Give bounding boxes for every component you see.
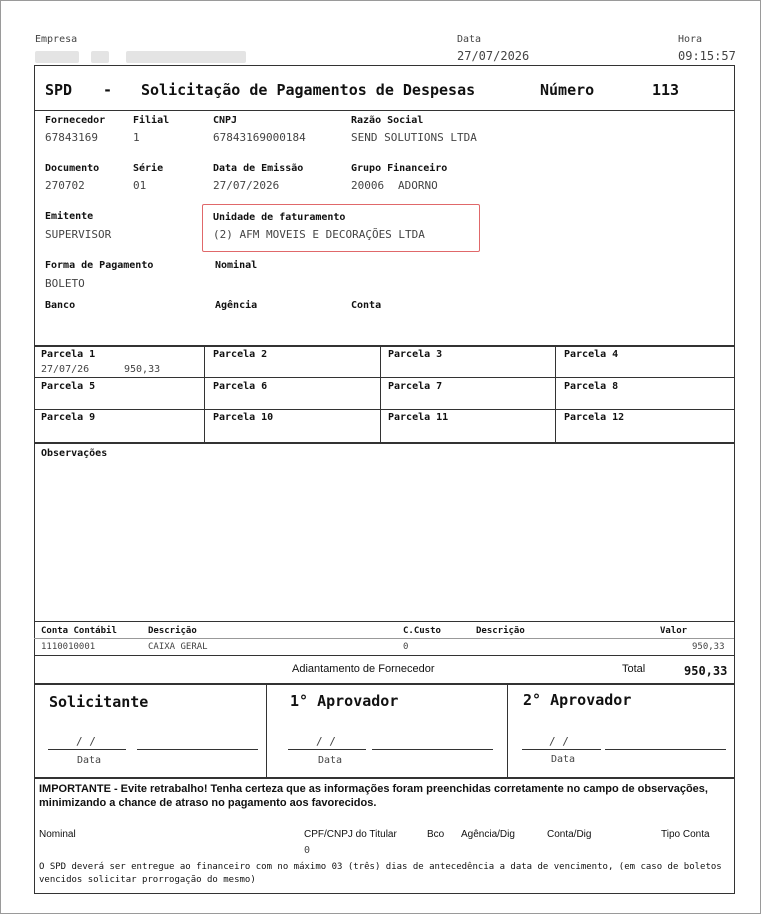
ccusto-header: C.Custo	[403, 626, 441, 636]
parcela-10-label: Parcela 10	[213, 412, 274, 423]
parcelas-row-divider-2	[34, 409, 734, 410]
aprovador1-data-label: Data	[318, 755, 343, 766]
fornecedor-value: 67843169	[45, 131, 98, 144]
parcela-2-label: Parcela 2	[213, 349, 268, 360]
descricao-value: CAIXA GERAL	[148, 642, 208, 652]
data-label: Data	[457, 34, 482, 45]
grupo-label: Grupo Financeiro	[351, 163, 448, 174]
aprovador1-label: 1° Aprovador	[290, 692, 399, 710]
observacoes-label: Observações	[41, 448, 108, 459]
conta-contabil-header: Conta Contábil	[41, 626, 117, 636]
parcela-3-label: Parcela 3	[388, 349, 443, 360]
parcela-1-value: 950,33	[124, 364, 161, 375]
parcela-8-label: Parcela 8	[564, 381, 619, 392]
conta-dig-label: Conta/Dig	[547, 829, 592, 840]
aprovador1-signature-line[interactable]	[372, 749, 493, 750]
valor-value: 950,33	[692, 642, 725, 652]
cpf-value: 0	[304, 845, 311, 856]
aprovador2-label: 2° Aprovador	[523, 691, 632, 709]
parcela-1-label: Parcela 1	[41, 349, 96, 360]
nominal-bottom-label: Nominal	[39, 829, 76, 840]
cnpj-value: 67843169000184	[213, 131, 306, 144]
documento-value: 270702	[45, 179, 85, 192]
contas-bottom-divider	[34, 655, 734, 656]
emissao-value: 27/07/2026	[213, 179, 280, 192]
tipo-conta-label: Tipo Conta	[661, 829, 710, 840]
banco-label: Banco	[45, 300, 76, 311]
solicitante-date-slashes: / /	[76, 735, 96, 748]
hora-value: 09:15:57	[678, 49, 736, 63]
total-value: 950,33	[684, 664, 728, 678]
parcela-7-label: Parcela 7	[388, 381, 443, 392]
sig-divider-1	[266, 683, 267, 778]
forma-label: Forma de Pagamento	[45, 260, 154, 271]
parcelas-col-divider-3	[555, 345, 556, 442]
parcela-6-label: Parcela 6	[213, 381, 268, 392]
contas-top-divider	[34, 621, 734, 622]
valor-header: Valor	[660, 626, 688, 636]
parcela-12-label: Parcela 12	[564, 412, 625, 423]
parcelas-col-divider-2	[380, 345, 381, 442]
emissao-label: Data de Emissão	[213, 163, 304, 174]
aprovador1-date-line[interactable]	[288, 749, 366, 750]
grupo-name: ADORNO	[398, 179, 438, 192]
title-dash: -	[103, 81, 113, 99]
nominal-label: Nominal	[215, 260, 258, 271]
agencia-dig-label: Agência/Dig	[461, 829, 515, 840]
solicitante-signature-line[interactable]	[137, 749, 258, 750]
descricao-header: Descrição	[148, 626, 197, 636]
emitente-value: SUPERVISOR	[45, 228, 112, 241]
razao-value: SEND SOLUTIONS LTDA	[351, 131, 477, 144]
parcelas-grid	[34, 345, 735, 444]
parcelas-col-divider-1	[204, 345, 205, 442]
empresa-label: Empresa	[35, 34, 78, 45]
cnpj-label: CNPJ	[213, 115, 238, 126]
solicitante-label: Solicitante	[49, 693, 149, 711]
observacoes-box	[34, 442, 735, 685]
footer-note: O SPD deverá ser entregue ao financeiro com no máximo 03 (três) dias de antecedência a data de vencimento, (em caso de boletos vencidos solicitar prorrogação do mesmo)	[39, 862, 722, 885]
parcela-4-label: Parcela 4	[564, 349, 619, 360]
contas-header-divider	[34, 638, 734, 639]
parcela-1-date: 27/07/26	[41, 364, 90, 375]
important-text: IMPORTANTE - Evite retrabalho! Tenha certeza que as informações foram preenchidas corretamente no campo de observações, minimizando a chance de atraso no pagamento aos favorecidos.	[39, 783, 708, 809]
solicitante-data-label: Data	[77, 755, 102, 766]
serie-value: 01	[133, 179, 147, 192]
conta-contabil-value: 1110010001	[41, 642, 96, 652]
data-value: 27/07/2026	[457, 49, 530, 63]
parcela-11-label: Parcela 11	[388, 412, 449, 423]
aprovador2-date-slashes: / /	[549, 735, 569, 748]
cpf-label: CPF/CNPJ do Titular	[304, 829, 397, 840]
emitente-label: Emitente	[45, 211, 94, 222]
adiantamento-label: Adiantamento de Fornecedor	[292, 663, 435, 675]
sig-divider-2	[507, 683, 508, 778]
parcela-9-label: Parcela 9	[41, 412, 96, 423]
forma-value: BOLETO	[45, 277, 85, 290]
ccusto-value: 0	[403, 642, 409, 652]
spd-label: SPD	[45, 81, 73, 99]
filial-label: Filial	[133, 115, 170, 126]
aprovador2-date-line[interactable]	[522, 749, 601, 750]
agencia-label: Agência	[215, 300, 258, 311]
descricao2-header: Descrição	[476, 626, 525, 636]
solicitante-date-line[interactable]	[48, 749, 126, 750]
filial-value: 1	[133, 131, 140, 144]
page-title: Solicitação de Pagamentos de Despesas	[141, 81, 476, 99]
serie-label: Série	[133, 163, 164, 174]
documento-label: Documento	[45, 163, 100, 174]
bco-label: Bco	[427, 829, 445, 840]
razao-label: Razão Social	[351, 115, 424, 126]
grupo-code: 20006	[351, 179, 385, 192]
numero-value: 113	[652, 81, 680, 99]
conta-label: Conta	[351, 300, 382, 311]
parcela-5-label: Parcela 5	[41, 381, 96, 392]
title-divider	[34, 110, 734, 111]
numero-label: Número	[540, 81, 595, 99]
total-label: Total	[622, 663, 646, 675]
unidade-label: Unidade de faturamento	[213, 212, 346, 223]
aprovador2-signature-line[interactable]	[605, 749, 726, 750]
aprovador1-date-slashes: / /	[316, 735, 336, 748]
unidade-value: (2) AFM MOVEIS E DECORAÇÕES LTDA	[213, 228, 425, 241]
parcelas-row-divider-1	[34, 377, 734, 378]
hora-label: Hora	[678, 34, 703, 45]
aprovador2-data-label: Data	[551, 754, 576, 765]
fornecedor-label: Fornecedor	[45, 115, 106, 126]
